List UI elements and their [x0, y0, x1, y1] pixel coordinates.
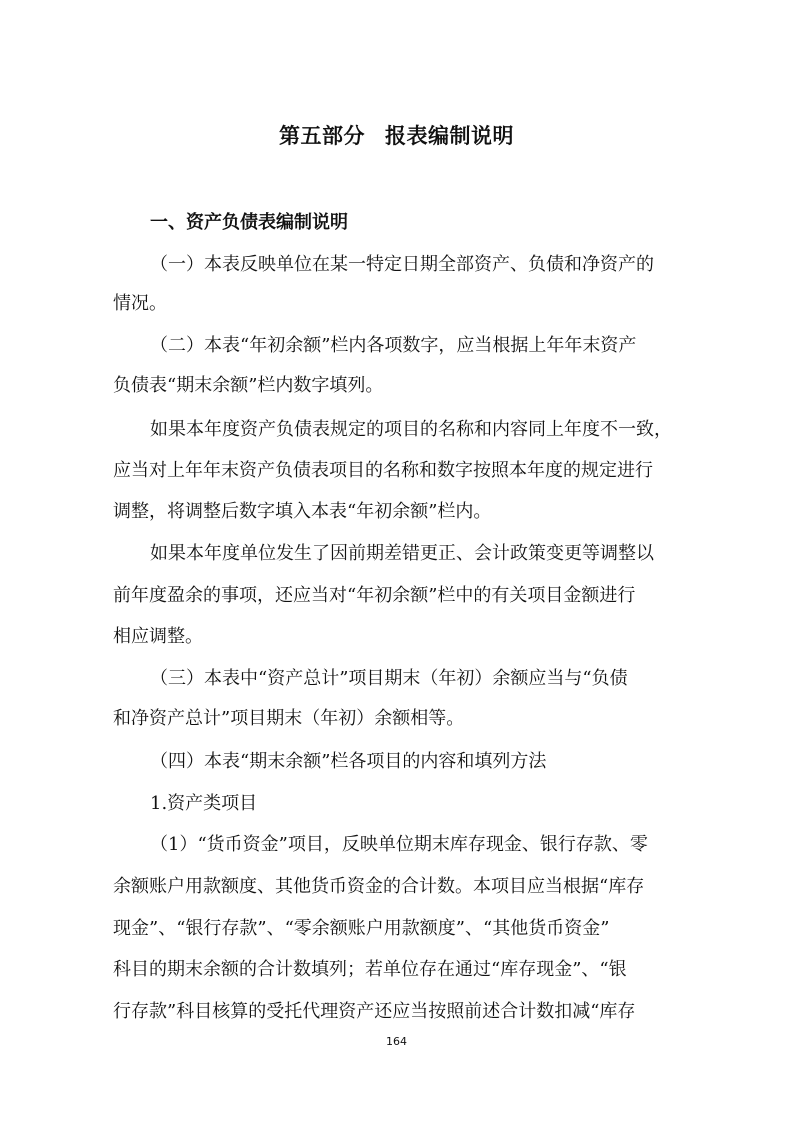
title-part-number: 第五部分: [279, 124, 365, 148]
paragraph-line: 如果本年度资产负债表规定的项目的名称和内容同上年度不一致，: [150, 419, 672, 440]
paragraph-line: 情况。: [113, 293, 167, 314]
paragraph-line: 相应调整。: [113, 626, 203, 647]
paragraph-line: 和净资产总计”项目期末（年初）余额相等。: [113, 708, 465, 729]
paragraph-line: （二）本表“年初余额”栏内各项数字，应当根据上年年末资产: [150, 335, 637, 356]
section-heading: 一、资产负债表编制说明: [150, 212, 348, 233]
paragraph-line: （1）“货币资金”项目，反映单位期末库存现金、银行存款、零: [150, 834, 648, 855]
paragraph-line: 行存款”科目核算的受托代理资产还应当按照前述合计数扣减“库存: [113, 1001, 636, 1022]
paragraph-line: 现金”、“银行存款”、“零余额账户用款额度”、“其他货币资金”: [113, 918, 610, 939]
paragraph-line: 前年度盈余的事项，还应当对“年初余额”栏中的有关项目金额进行: [113, 585, 636, 606]
page-number: 164: [386, 1035, 407, 1048]
paragraph-line: （一）本表反映单位在某一特定日期全部资产、负债和净资产的: [150, 254, 654, 275]
paragraph-line: （三）本表中“资产总计”项目期末（年初）余额应当与“负债: [150, 668, 628, 689]
paragraph-line: 科目的期末余额的合计数填列；若单位存在通过“库存现金”、“银: [113, 959, 627, 980]
paragraph-line: 余额账户用款额度、其他货币资金的合计数。本项目应当根据“库存: [113, 876, 645, 897]
paragraph-line: 1.资产类项目: [150, 793, 258, 814]
page-title: [0, 120, 793, 150]
paragraph-line: 调整，将调整后数字填入本表“年初余额”栏内。: [113, 501, 492, 522]
paragraph-line: 应当对上年年末资产负债表项目的名称和数字按照本年度的规定进行: [113, 460, 653, 481]
paragraph-line: 如果本年度单位发生了因前期差错更正、会计政策变更等调整以: [150, 543, 654, 564]
paragraph-line: 负债表“期末余额”栏内数字填列。: [113, 375, 384, 396]
paragraph-line: （四）本表“期末余额”栏各项目的内容和填列方法: [150, 751, 547, 772]
title-text: 报表编制说明: [385, 124, 514, 148]
